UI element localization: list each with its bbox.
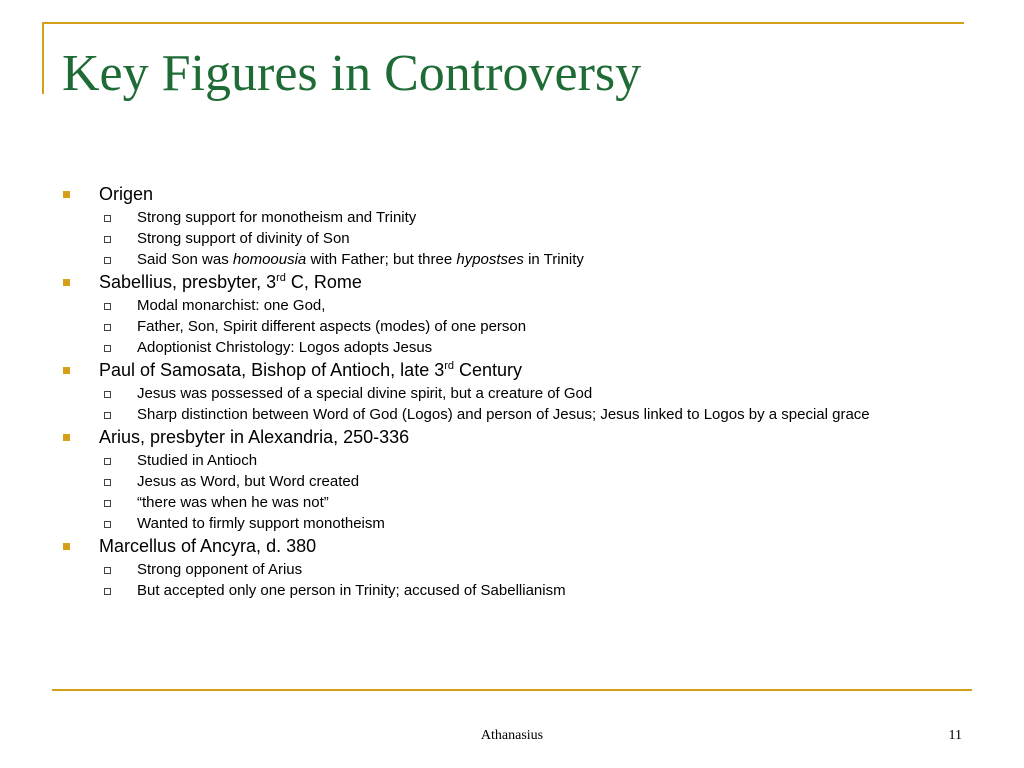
sub-bullet: Father, Son, Spirit different aspects (modes) of one person xyxy=(62,318,962,335)
ordinal-suffix: rd xyxy=(444,360,454,372)
sub-bullet: Jesus as Word, but Word created xyxy=(62,473,962,490)
bullet-sabellius xyxy=(62,271,962,293)
sub-bullet: Wanted to firmly support monotheism xyxy=(62,515,962,532)
sub-bullet: Sharp distinction between Word of God (Logos) and person of Jesus; Jesus linked to Logos by a special grace xyxy=(62,406,962,423)
bullet-text: Century xyxy=(454,360,523,380)
sub-bullet: Adoptionist Christology: Logos adopts Jesus xyxy=(62,339,962,356)
slide-title: Key Figures in Controversy xyxy=(62,45,642,102)
bullet-text: Paul of Samosata, Bishop of Antioch, late 3 xyxy=(99,360,445,380)
bullet-arius: Arius, presbyter in Alexandria, 250-336 xyxy=(62,426,962,448)
sub-bullet-text: with Father; but three xyxy=(306,251,457,268)
bullet-paul-of-samosata xyxy=(62,359,962,381)
sub-bullet-text: in Trinity xyxy=(523,251,584,268)
bullet-list xyxy=(62,180,962,599)
sub-bullet-text: Said Son was xyxy=(137,251,233,268)
term-homoousia: homoousia xyxy=(232,251,307,268)
footer-title: Athanasius xyxy=(480,728,544,743)
sub-bullet: Studied in Antioch xyxy=(62,452,962,469)
sub-bullet: Jesus was possessed of a special divine spirit, but a creature of God xyxy=(62,385,962,402)
frame-bottom-line xyxy=(52,689,972,691)
bullet-text: Sabellius, presbyter, 3 xyxy=(99,272,277,292)
sub-bullet: Strong opponent of Arius xyxy=(62,561,962,578)
ordinal-suffix: rd xyxy=(276,272,286,284)
sub-bullet: “there was when he was not” xyxy=(62,494,962,511)
sub-bullet: But accepted only one person in Trinity; accused of Sabellianism xyxy=(62,582,962,599)
sub-bullet: Strong support for monotheism and Trinity xyxy=(62,209,962,226)
sub-bullet: Strong support of divinity of Son xyxy=(62,230,962,247)
frame-left-line xyxy=(42,22,44,94)
bullet-origen: Origen xyxy=(62,183,962,205)
sub-bullet xyxy=(62,251,962,268)
term-hypostses: hypostses xyxy=(456,251,524,268)
bullet-text: C, Rome xyxy=(285,272,362,292)
frame-top-line xyxy=(42,22,964,24)
bullet-marcellus: Marcellus of Ancyra, d. 380 xyxy=(62,535,962,557)
sub-bullet: Modal monarchist: one God, xyxy=(62,297,962,314)
page-number: 11 xyxy=(948,728,962,743)
